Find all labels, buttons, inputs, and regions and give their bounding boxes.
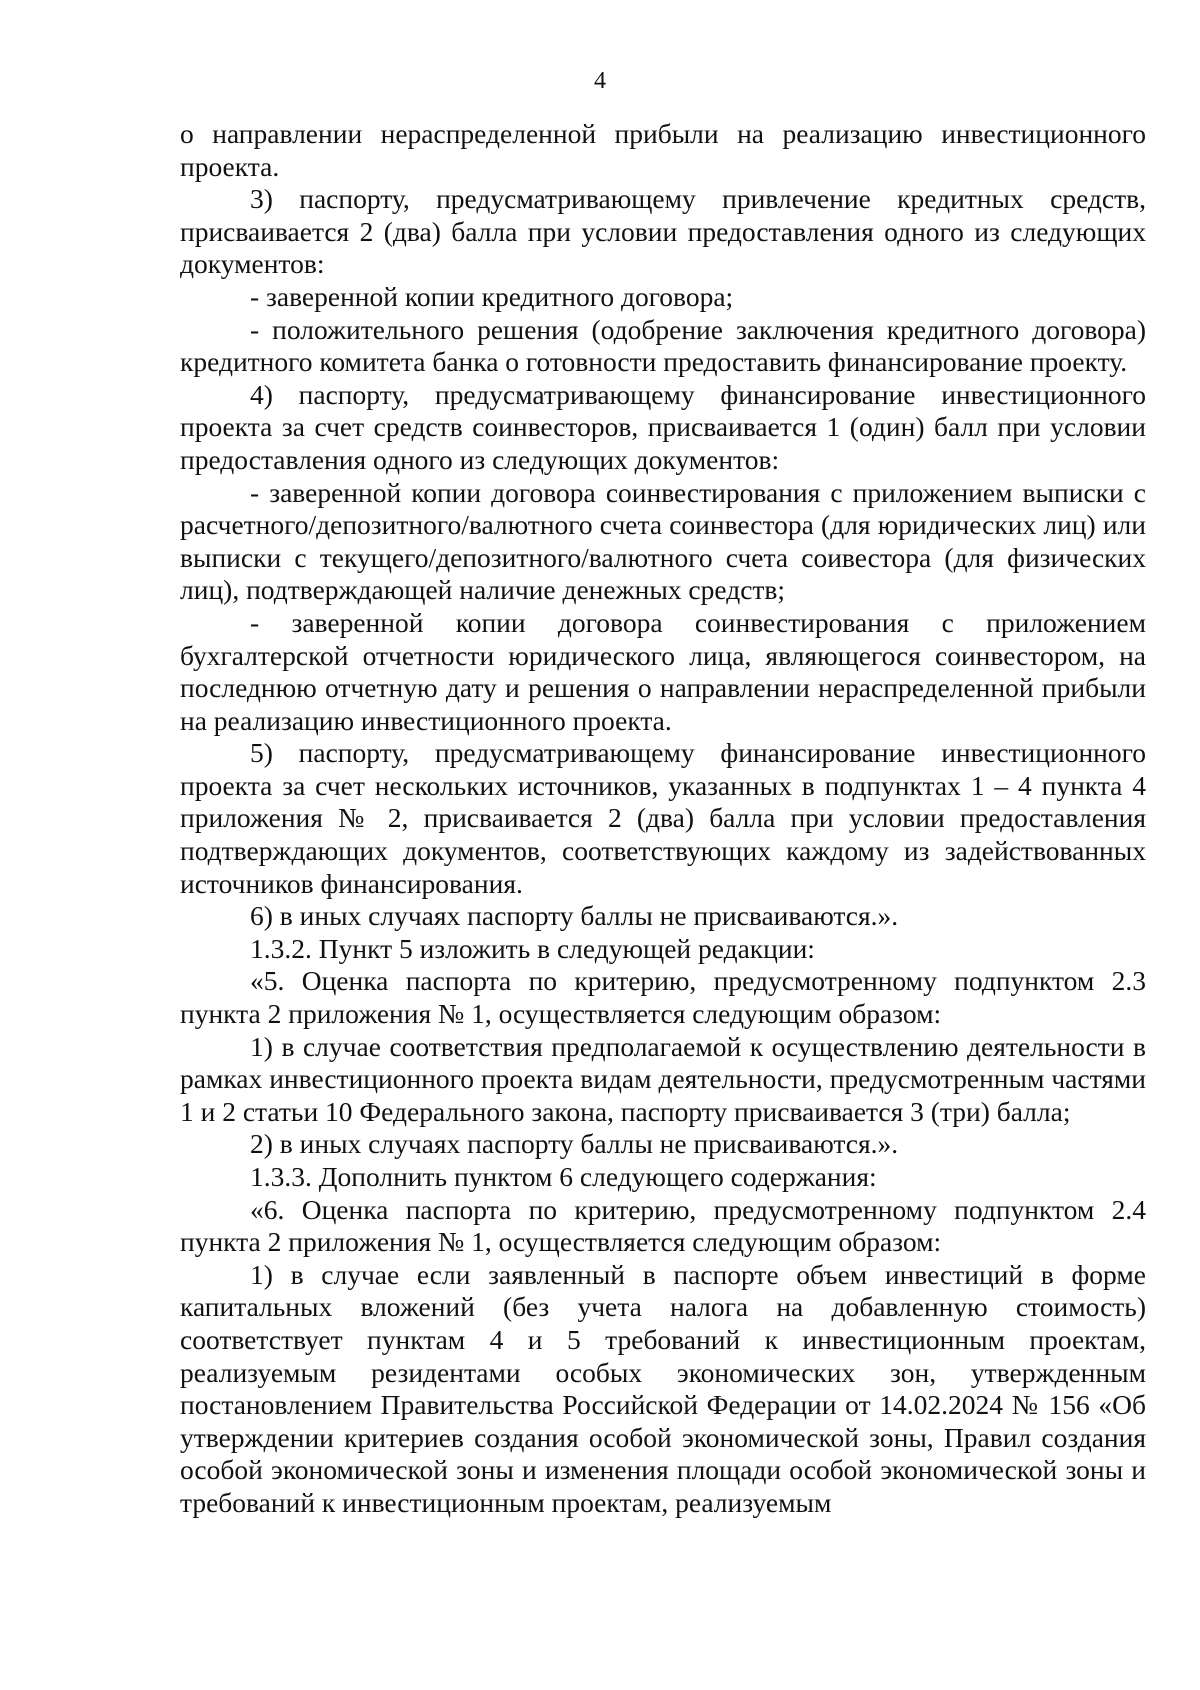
document-body [180,118,1146,1520]
paragraph-bullet-coinvest-statement: - заверенной копии договора соинвестирования с приложением выписки с расчетного/депозитного/валютного счета соинвестора (для юридических лиц) или выписки с текущего/депозитного/валютного счета соивестора (для физических лиц), подтверждающей наличие денежных средств; [180,476,1146,606]
page-number: 4 [594,68,606,94]
paragraph-item-5-multiple-sources: 5) паспорту, предусматривающему финансирование инвестиционного проекта за счет нескольких источников, указанных в подпунктах 1 – 4 пункта 4 приложения № 2, присваивается 2 (два) балла при условии предоставления подтверждающих документов, соответствующих каждому из задействованных источников финансирования. [180,737,1146,899]
paragraph-bullet-bank-decision: - положительного решения (одобрение заключения кредитного договора) кредитного комитета банка о готовности предоставить финансирование проекту. [180,313,1146,378]
paragraph-clause-5-item-2: 2) в иных случаях паспорту баллы не присваиваются.». [250,1128,899,1160]
paragraph-continuation: о направлении нераспределенной прибыли на реализацию инвестиционного проекта. [180,118,1146,182]
paragraph-bullet-credit-contract: - заверенной копии кредитного договора; [250,280,734,312]
paragraph-clause-6-item-1: 1) в случае если заявленный в паспорте объем инвестиций в форме капитальных вложений (без учета налога на добавленную стоимость) соответствует пунктам 4 и 5 требований к инвестиционным проектам, реализуемым резидентами особых экономических зон, утвержденным постановлением Правительства Российской Федерации от 14.02.2024 № 156 «Об утверждении критериев создания особой экономической зоны, Правил создания особой экономической зоны и изменения площади особой экономической зоны и требований к инвестиционным проектам, реализуемым [180,1258,1146,1518]
paragraph-clause-5: «5. Оценка паспорта по критерию, предусмотренному подпунктом 2.3 пункта 2 приложения № 1, осуществляется следующим образом: [180,965,1146,1030]
paragraph-1-3-3: 1.3.3. Дополнить пунктом 6 следующего содержания: [250,1161,877,1192]
paragraph-clause-5-item-1: 1) в случае соответствия предполагаемой к осуществлению деятельности в рамках инвестиционного проекта видам деятельности, предусмотренным частями 1 и 2 статьи 10 Федерального закона, паспорту присваивается 3 (три) балла; [180,1030,1146,1127]
paragraph-bullet-coinvest-accounting: - заверенной копии договора соинвестирования с приложением бухгалтерской отчетности юридического лица, являющегося соинвестором, на последнюю отчетную дату и решения о направлении нераспределенной прибыли на реализацию инвестиционного проекта. [180,606,1146,736]
paragraph-item-4-coinvestors: 4) паспорту, предусматривающему финансирование инвестиционного проекта за счет средств соинвесторов, присваивается 1 (один) балл при условии предоставления одного из следующих документов: [180,378,1146,475]
paragraph-clause-6: «6. Оценка паспорта по критерию, предусмотренному подпунктом 2.4 пункта 2 приложения № 1, осуществляется следующим образом: [180,1193,1146,1258]
paragraph-1-3-2: 1.3.2. Пункт 5 изложить в следующей редакции: [250,932,815,964]
paragraph-item-6-other-cases: 6) в иных случаях паспорту баллы не присваиваются.». [250,900,899,932]
paragraph-item-3-credit: 3) паспорту, предусматривающему привлечение кредитных средств, присваивается 2 (два) балла при условии предоставления одного из следующих документов: [180,183,1146,280]
